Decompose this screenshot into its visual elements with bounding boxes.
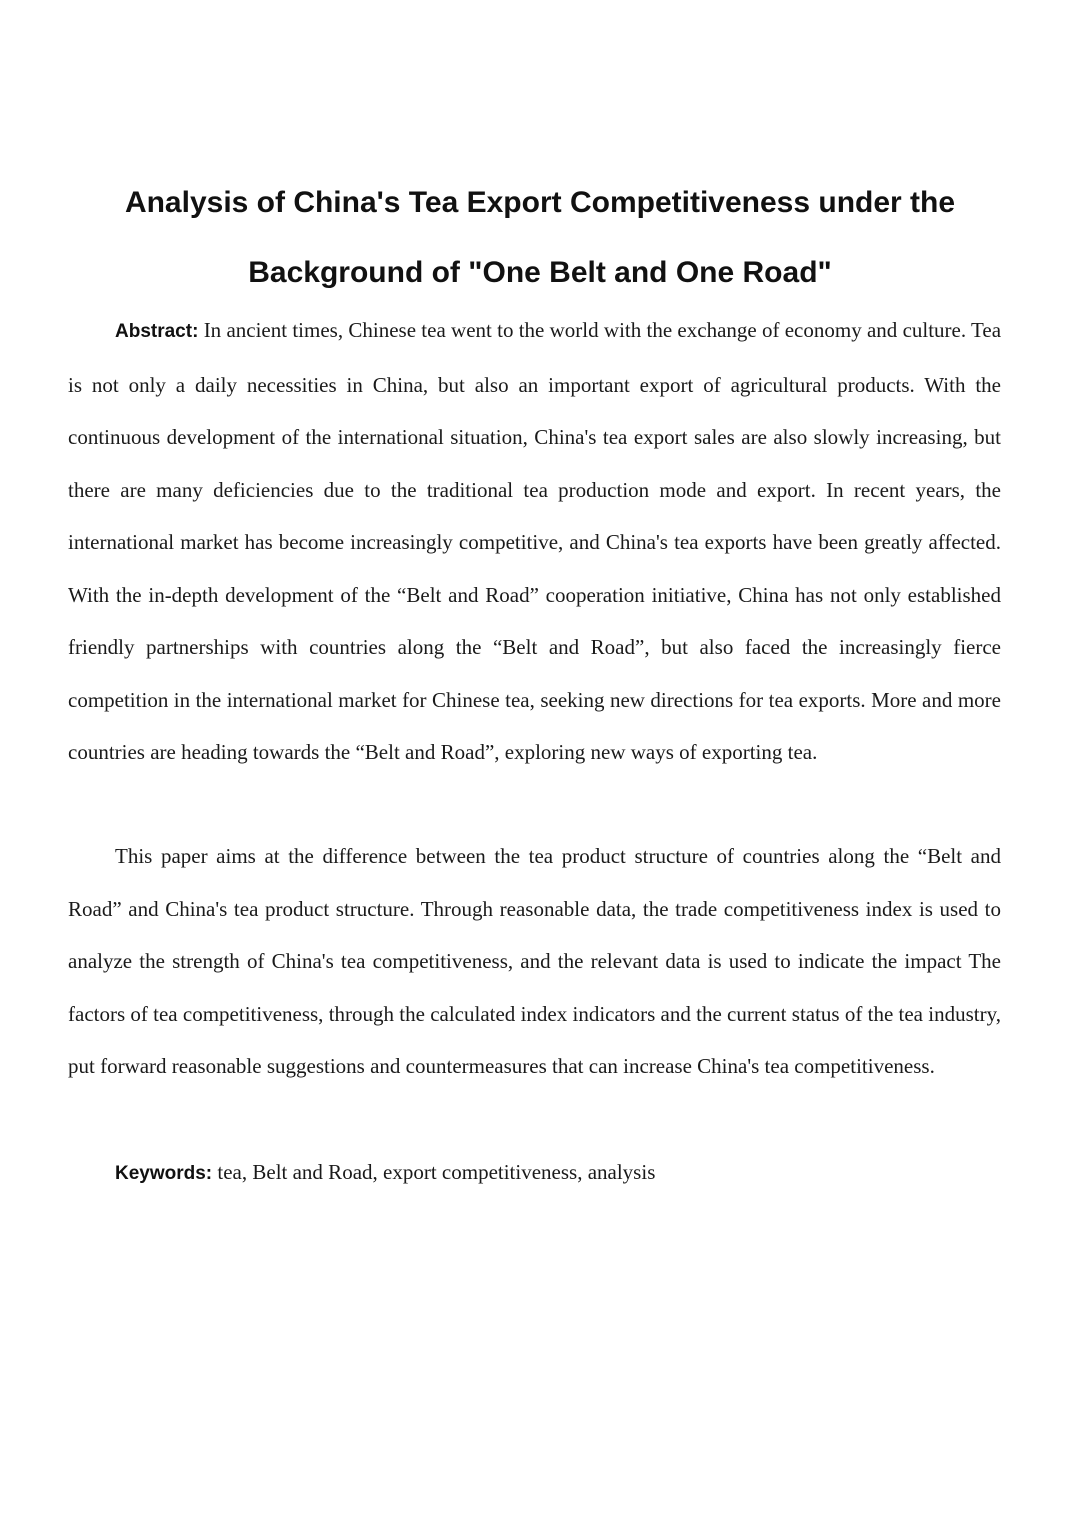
keywords-paragraph bbox=[68, 1146, 1001, 1201]
keywords-label: Keywords: bbox=[115, 1163, 213, 1184]
abstract-label: Abstract: bbox=[115, 321, 199, 342]
keywords-text: tea, Belt and Road, export competitiveness, analysis bbox=[217, 1160, 656, 1184]
paper-title: Analysis of China's Tea Export Competitiveness under the Background of "One Belt and One Road" bbox=[124, 186, 956, 289]
abstract-paragraph bbox=[68, 304, 1001, 779]
body-paragraph: This paper aims at the difference between the tea product structure of countries along the “Belt and Road” and China's tea product structure. Through reasonable data, the trade competitiveness index is used to analyze the strength of China's tea competitiveness, and the relevant data is used to indicate the impact The factors of tea competitiveness, through the calculated index indicators and the current status of the tea industry, put forward reasonable suggestions and countermeasures that can increase China's tea competitiveness. bbox=[68, 844, 1001, 1078]
abstract-text: In ancient times, Chinese tea went to the world with the exchange of economy and culture. Tea is not only a daily necessities in China, but also an important export of agricultural products. With the continuous development of the international situation, China's tea export sales are also slowly increasing, but there are many deficiencies due to the traditional tea production mode and export. In recent years, the international market has become increasingly competitive, and China's tea exports have been greatly affected. With the in-depth development of the “Belt and Road” cooperation initiative, China has not only established friendly partnerships with countries along the “Belt and Road”, but also faced the increasingly fierce competition in the international market for Chinese tea, seeking new directions for tea exports. More and more countries are heading towards the “Belt and Road”, exploring new ways of exporting tea. bbox=[68, 318, 1002, 764]
